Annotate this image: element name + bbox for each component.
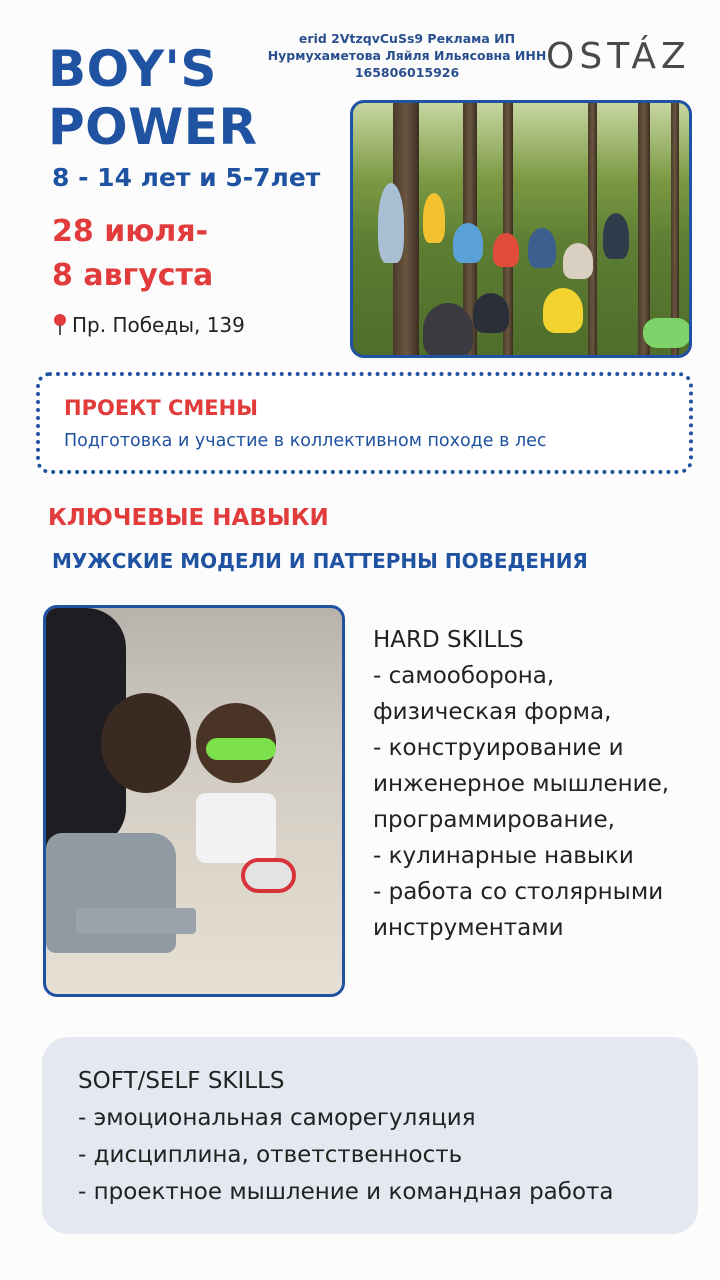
hard-skills-line: инженерное мышление, bbox=[373, 771, 670, 797]
jigsaw-base bbox=[76, 908, 196, 934]
hard-skills-line: программирование, bbox=[373, 807, 615, 833]
project-box bbox=[36, 372, 693, 474]
hard-skills-line: - работа со столярными bbox=[373, 879, 664, 905]
title-line-2: POWER bbox=[48, 98, 258, 156]
project-title: ПРОЕКТ СМЕНЫ bbox=[64, 396, 258, 420]
hard-skills-list bbox=[373, 622, 669, 946]
address-text: Пр. Победы, 139 bbox=[72, 313, 245, 337]
project-description: Подготовка и участие в коллективном походе в лес bbox=[64, 431, 547, 451]
hard-skills-line: инструментами bbox=[373, 915, 564, 941]
person-figure bbox=[563, 243, 593, 279]
soft-skills-heading: SOFT/SELF SKILLS bbox=[78, 1068, 285, 1094]
person-figure bbox=[528, 228, 556, 268]
address bbox=[52, 312, 245, 338]
glove bbox=[241, 858, 296, 893]
person-figure bbox=[493, 233, 519, 267]
person-figure bbox=[423, 193, 445, 243]
jigsaw-tool bbox=[46, 833, 176, 953]
soft-skills-box bbox=[42, 1037, 698, 1234]
soft-skills-line: - дисциплина, ответственность bbox=[78, 1142, 463, 1168]
soft-skills-line: - проектное мышление и командная работа bbox=[78, 1179, 614, 1205]
hard-skills-line: физическая форма, bbox=[373, 699, 612, 725]
key-skills-title: КЛЮЧЕВЫЕ НАВЫКИ bbox=[48, 505, 329, 531]
key-skills-subtitle: МУЖСКИЕ МОДЕЛИ И ПАТТЕРНЫ ПОВЕДЕНИЯ bbox=[52, 549, 588, 573]
title-line-1: BOY'S bbox=[48, 40, 217, 98]
ostaz-logo: OSTÁZ bbox=[546, 36, 691, 77]
ad-disclaimer bbox=[262, 30, 552, 81]
dates-line-2: 8 августа bbox=[52, 258, 214, 293]
safety-goggles bbox=[206, 738, 276, 760]
person-figure bbox=[453, 223, 483, 263]
soft-skills-line: - эмоциональная саморегуляция bbox=[78, 1105, 476, 1131]
sleeping-mat bbox=[643, 318, 691, 348]
ad-line-2: Нурмухаметова Ляйля Ильясовна ИНН bbox=[267, 48, 547, 63]
hard-skills-line: - самооборона, bbox=[373, 663, 555, 689]
person-figure bbox=[543, 288, 583, 333]
soft-skills-list bbox=[78, 1063, 614, 1211]
event-dates bbox=[52, 210, 213, 298]
person-figure bbox=[378, 183, 404, 263]
person-head bbox=[101, 693, 191, 793]
ad-line-3: 165806015926 bbox=[354, 65, 460, 80]
dates-line-1: 28 июля- bbox=[52, 214, 209, 249]
hard-skills-line: - кулинарные навыки bbox=[373, 843, 634, 869]
age-range: 8 - 14 лет и 5-7лет bbox=[52, 163, 321, 192]
event-title bbox=[48, 40, 257, 156]
map-pin-icon bbox=[52, 312, 68, 338]
tree-trunk bbox=[638, 103, 650, 355]
person-figure bbox=[603, 213, 629, 259]
ad-line-1: erid 2VtzqvCuSs9 Реклама ИП bbox=[298, 31, 516, 46]
person-figure bbox=[196, 793, 276, 863]
hard-skills-heading: HARD SKILLS bbox=[373, 627, 524, 653]
hard-skills-line: - конструирование и bbox=[373, 735, 624, 761]
person-figure bbox=[473, 293, 509, 333]
tree-trunk bbox=[588, 103, 597, 355]
forest-camp-photo bbox=[350, 100, 692, 358]
woodworking-photo bbox=[43, 605, 345, 997]
person-figure bbox=[423, 303, 473, 358]
